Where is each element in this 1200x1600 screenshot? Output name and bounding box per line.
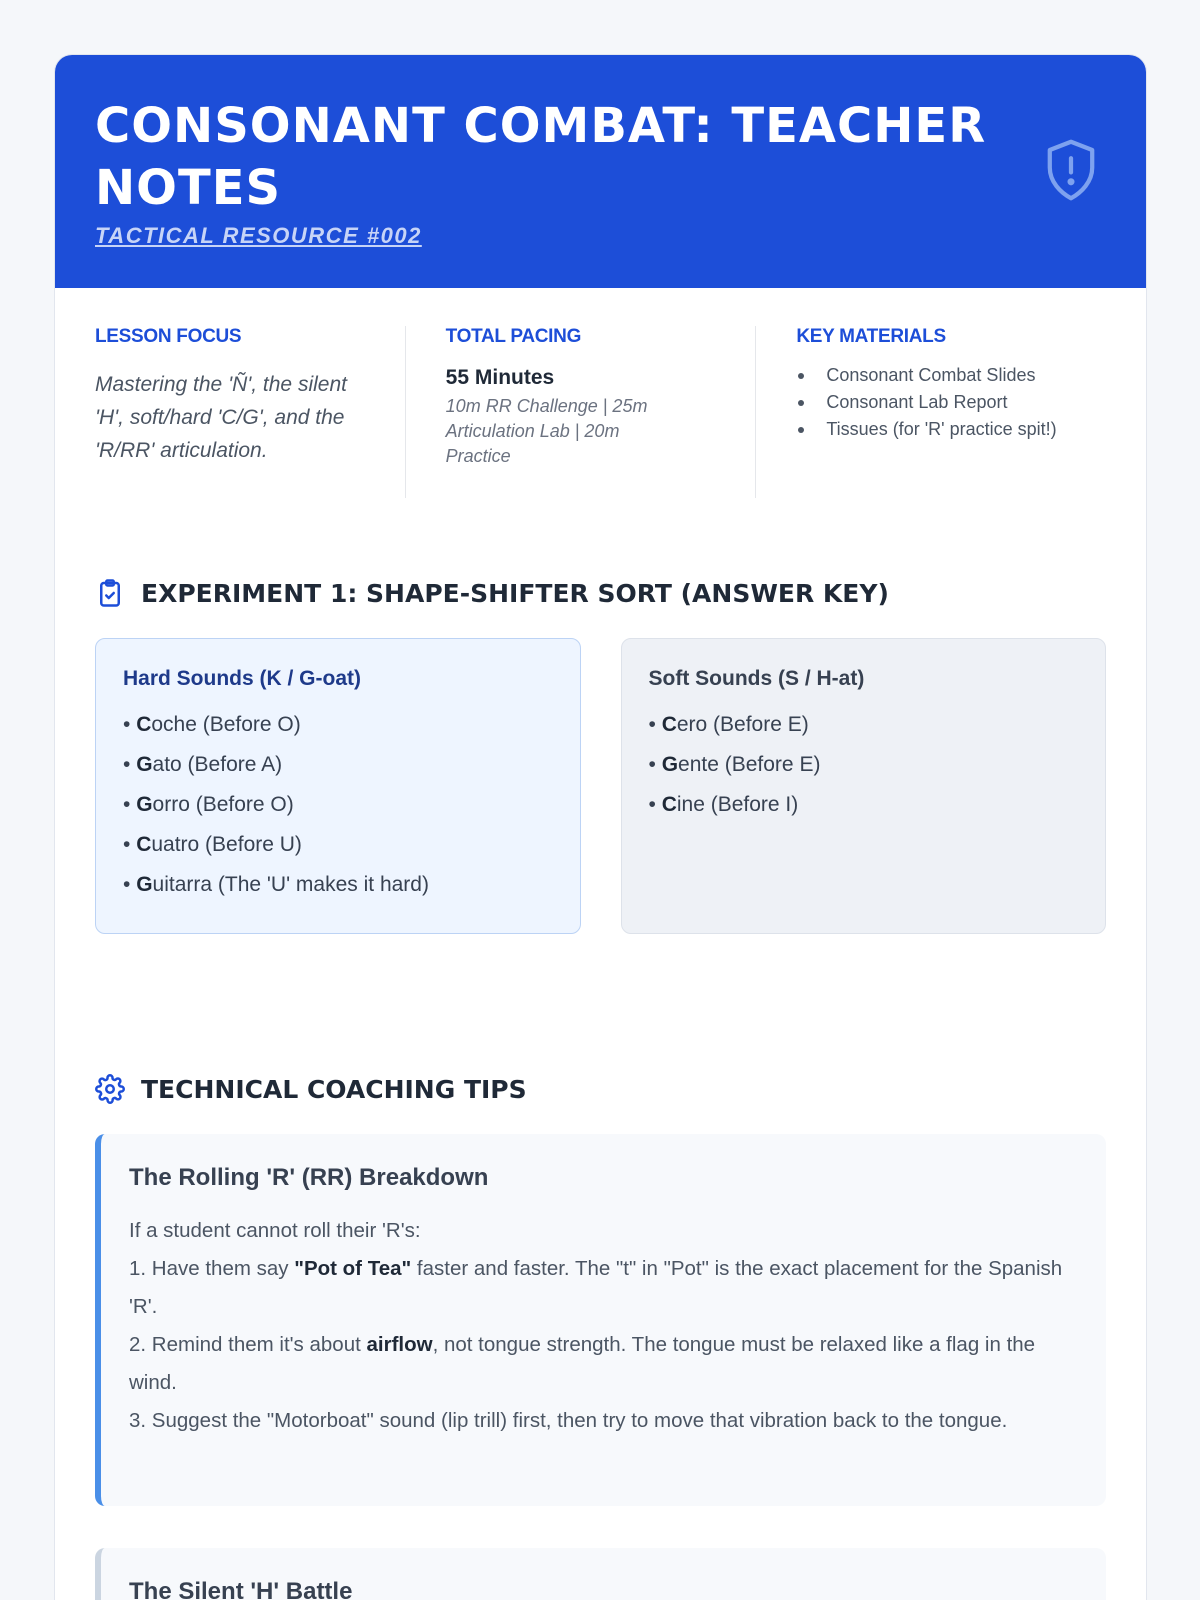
lesson-focus-text: Mastering the 'Ñ', the silent 'H', soft/hard 'C/G', and the 'R/RR' articulation. — [95, 373, 347, 462]
tip-step-2: 2. Remind them it's about airflow, not tongue strength. The tongue must be relaxed like a flag in the wind. — [129, 1333, 1036, 1394]
list-item: • Gente (Before E) — [648, 753, 821, 776]
key-materials-label: KEY MATERIALS — [796, 326, 946, 347]
materials-list — [796, 362, 1076, 443]
hard-sounds-heading: Hard Sounds (K / G-oat) — [123, 667, 361, 690]
tip-step-1: 1. Have them say "Pot of Tea" faster and faster. The "t" in "Pot" is the exact placement for the Spanish 'R'. — [129, 1257, 1063, 1318]
tips-section-title — [55, 1074, 1146, 1104]
clipboard-check-icon — [95, 578, 125, 608]
list-item: Tissues (for 'R' practice spit!) — [796, 416, 1076, 443]
list-item: • Cuatro (Before U) — [123, 833, 302, 856]
list-item: Consonant Lab Report — [796, 389, 1076, 416]
list-item: • Guitarra (The 'U' makes it hard) — [123, 873, 429, 896]
header-banner — [55, 55, 1146, 288]
rolling-r-tip — [95, 1134, 1106, 1506]
sort-answer-key — [55, 638, 1146, 934]
soft-sounds-box — [621, 638, 1107, 934]
key-materials — [755, 326, 1106, 498]
tip-intro: If a student cannot roll their 'R's: — [129, 1219, 421, 1242]
hard-sounds-box — [95, 638, 581, 934]
total-pacing-label: TOTAL PACING — [445, 326, 582, 347]
page-title: CONSONANT COMBAT: TEACHER NOTES — [95, 98, 987, 216]
lesson-meta — [55, 288, 1146, 498]
pacing-breakdown: 10m RR Challenge | 25m Articulation Lab | 20m Practice — [445, 396, 648, 466]
experiment-section-title — [55, 578, 1146, 608]
tip-heading: The Rolling 'R' (RR) Breakdown — [129, 1164, 489, 1191]
list-item: • Cero (Before E) — [648, 713, 809, 736]
tip-heading: The Silent 'H' Battle — [129, 1578, 353, 1600]
lesson-focus-label: LESSON FOCUS — [95, 326, 242, 347]
soft-sounds-heading: Soft Sounds (S / H-at) — [648, 667, 865, 690]
silent-h-tip — [95, 1548, 1106, 1600]
tip-step-3: 3. Suggest the "Motorboat" sound (lip trill) first, then try to move that vibration back to the tongue. — [129, 1409, 1008, 1432]
list-item: Consonant Combat Slides — [796, 362, 1076, 389]
list-item: • Gato (Before A) — [123, 753, 283, 776]
shield-alert-icon — [1042, 137, 1100, 203]
total-pacing — [405, 326, 756, 498]
gear-icon — [95, 1074, 125, 1104]
list-item: • Gorro (Before O) — [123, 793, 294, 816]
experiment-title: EXPERIMENT 1: SHAPE-SHIFTER SORT (ANSWER KEY) — [141, 578, 889, 608]
pacing-duration: 55 Minutes — [445, 366, 555, 389]
page-subtitle: TACTICAL RESOURCE #002 — [95, 223, 422, 248]
list-item: • Cine (Before I) — [648, 793, 799, 816]
tips-title: TECHNICAL COACHING TIPS — [141, 1074, 527, 1104]
lesson-focus — [95, 326, 405, 498]
teacher-notes-card — [54, 54, 1147, 1600]
list-item: • Coche (Before O) — [123, 713, 301, 736]
